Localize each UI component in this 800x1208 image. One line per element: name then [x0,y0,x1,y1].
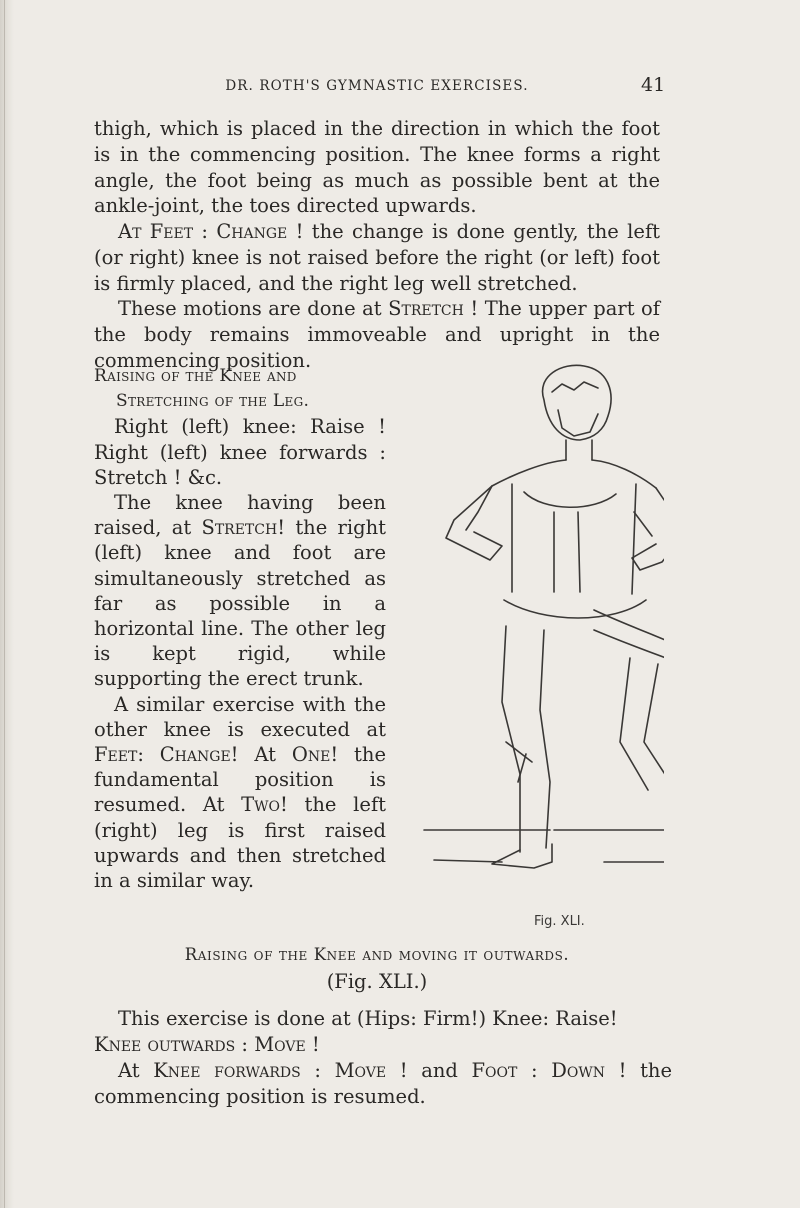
command-feet: At Feet [118,220,194,243]
command-move: Move [334,1059,387,1082]
waist-line [504,600,646,618]
separator: : [193,220,217,243]
paragraph-text: These motions are done at [118,297,389,320]
paragraph-text: ! the right (left) knee and foot are simultaneously stretched as far as possible in a horizontal line. The other leg is kept rigid, while supporting the erect trunk. [94,516,386,691]
paragraph-text: ! the commencing position is resumed. [94,1059,673,1108]
neck-outline [566,440,592,460]
bottom-text [94,1006,672,1110]
command-two: Two [241,793,280,817]
torso-sides [512,484,636,594]
paragraph-text: ! the left (right) leg is first raised upwards and then stretched in a similar way. [94,793,386,893]
right-arm [632,488,664,570]
paragraph-text: The knee having been raised, at [94,491,386,540]
paragraph-text: ! At [230,743,292,767]
standing-foot [492,844,552,868]
command-down: Down [551,1059,605,1082]
paragraph-feet-change [94,219,660,296]
face-lines [558,410,598,436]
raised-thigh [594,610,664,658]
paragraph-thigh: thigh, which is placed in the direction in which the foot is in the commencing position. The knee forms a right angle, the foot being as much as possible bent at the ankle-joint, the toes directed upwards. [94,117,660,218]
command-stretch: Stretch [201,516,278,540]
knee-detail [506,742,532,782]
left-column [94,364,386,893]
command-feet: Feet [94,743,138,767]
paragraph-knee-raised [94,490,386,692]
paragraph-text: ! the fundamental position is resumed. At [94,743,386,817]
paragraph-text: A similar exercise with the other knee is executed at [94,692,386,741]
paragraph-similar-exercise [94,692,386,894]
left-arm-inner [466,486,492,530]
command-knee-forwards: Knee forwards [153,1059,301,1082]
command-change: Change [216,220,288,243]
command-one: One [291,743,331,767]
heading-stretching-leg: Stretching of the Leg. [116,391,310,412]
command-change: Change [159,743,231,767]
running-header: DR. ROTH'S GYMNASTIC EXERCISES. [225,78,529,94]
paragraph-text: ! the change is done gently, the left (or right) knee is not raised before the right (or left) foot is firmly placed, and the right leg well stretched. [94,220,661,295]
chest-line [524,492,616,507]
right-arm-inner [634,512,652,536]
floor-line-lower [434,860,664,862]
separator: : [517,1059,552,1082]
figure-caption: Fig. XLI. [534,914,585,929]
separator: : [137,743,160,767]
torso-inner [554,512,580,592]
page-number: 41 [641,74,666,96]
commands-text: Right (left) knee: Raise ! Right (left) knee forwards : Stretch ! &c. [94,415,386,489]
command-foot: Foot [471,1059,518,1082]
hair-lines [552,382,598,392]
figure-illustration [394,362,664,877]
paragraph-text: ! The upper part of the body remains immoveable and upright in the commencing position. [94,297,661,372]
standing-leg [502,626,550,852]
separator: : [300,1059,335,1082]
section-heading: Raising of the Knee and moving it outwards. [184,945,570,964]
shoulders [492,460,656,488]
head-outline [543,365,611,440]
section-figure-reference: (Fig. XLI.) [326,970,428,993]
knee-outwards-command: Knee outwards : Move ! [94,1033,320,1056]
heading-raising-knee: Raising of the Knee and [94,366,297,386]
command-stretch: Stretch [388,297,464,320]
paragraph-text: ! and [386,1059,472,1082]
book-spine-shadow [0,0,14,1208]
paragraph-text: At [118,1059,154,1082]
left-arm [446,486,502,560]
exercise-command-line: This exercise is done at (Hips: Firm!) Knee: Raise! [118,1007,618,1030]
raised-lower-leg [620,658,664,790]
paragraph-resume [94,1058,672,1110]
